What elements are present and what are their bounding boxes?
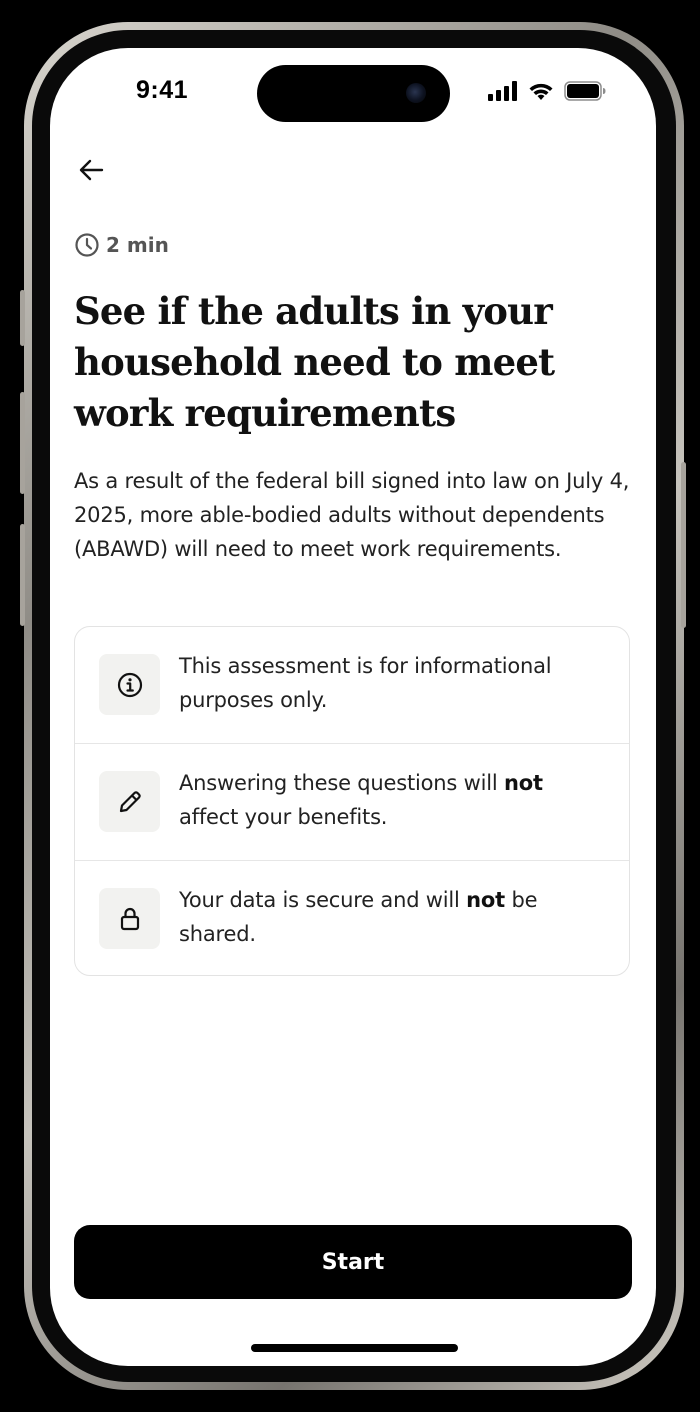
info-text-part: Your data is secure and will bbox=[179, 888, 467, 912]
info-text bbox=[179, 766, 589, 834]
signal-icon bbox=[488, 81, 518, 101]
page-description: As a result of the federal bill signed into law on July 4, 2025, more able-bodied adults without dependents (ABAWD) will need to meet work requirements. bbox=[74, 469, 630, 561]
info-icon bbox=[116, 671, 144, 699]
app-screen bbox=[50, 48, 656, 1366]
start-button[interactable]: Start bbox=[74, 1225, 632, 1299]
duration-label bbox=[74, 232, 169, 258]
action-button bbox=[20, 290, 25, 346]
volume-up-button bbox=[20, 392, 25, 494]
info-row-benefits bbox=[75, 744, 629, 861]
info-text-bold: not bbox=[466, 888, 505, 912]
wifi-icon bbox=[528, 81, 554, 101]
info-row-informational bbox=[75, 627, 629, 744]
clock-icon bbox=[74, 232, 100, 258]
info-text-part: be shared. bbox=[179, 888, 538, 946]
info-text-bold: not bbox=[504, 771, 543, 795]
info-text bbox=[179, 883, 589, 951]
dynamic-island bbox=[257, 65, 450, 122]
info-text-part: Answering these questions will bbox=[179, 771, 504, 795]
info-text bbox=[179, 649, 589, 717]
info-row-security bbox=[75, 861, 629, 976]
home-indicator[interactable] bbox=[251, 1344, 458, 1352]
pencil-icon bbox=[116, 788, 144, 816]
arrow-left-icon bbox=[76, 154, 108, 186]
back-button[interactable] bbox=[76, 154, 108, 186]
info-card bbox=[74, 626, 630, 976]
lock-icon bbox=[116, 905, 144, 933]
info-text-part: This assessment is for informational purposes only. bbox=[179, 654, 552, 712]
volume-down-button bbox=[20, 524, 25, 626]
camera-icon bbox=[406, 83, 426, 103]
battery-icon bbox=[564, 81, 606, 101]
page-title: See if the adults in your household need to meet work requirements bbox=[74, 289, 555, 435]
info-text-part: affect your benefits. bbox=[179, 805, 388, 829]
status-icons bbox=[488, 81, 606, 101]
info-icon-box bbox=[99, 654, 160, 715]
duration-text: 2 min bbox=[106, 233, 169, 257]
status-time: 9:41 bbox=[136, 76, 189, 104]
info-icon-box bbox=[99, 888, 160, 949]
power-button bbox=[681, 462, 686, 628]
info-icon-box bbox=[99, 771, 160, 832]
